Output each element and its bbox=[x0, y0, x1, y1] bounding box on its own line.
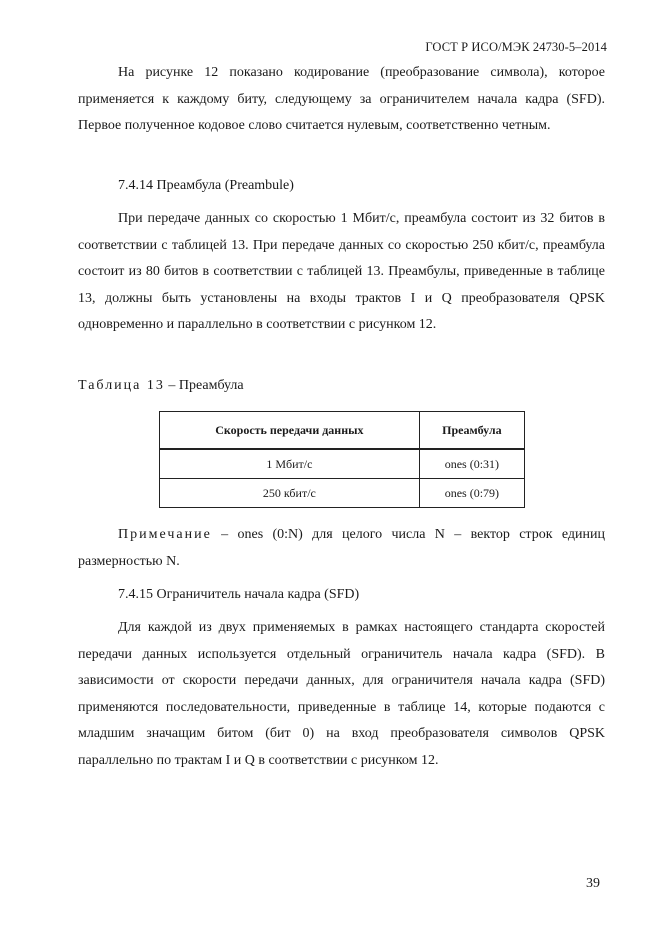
paragraph-preamble bbox=[78, 206, 605, 339]
paragraph-coding bbox=[78, 60, 605, 140]
table-cell: ones (0:79) bbox=[419, 479, 524, 508]
document-header: ГОСТ Р ИСО/МЭК 24730-5–2014 bbox=[425, 40, 607, 54]
paragraph-text: Для каждой из двух применяемых в рамках настоящего стандарта скоростей передачи данных используется отдельный ограничитель начала кадра (SFD). В зависимости от скорости передачи данных, для ограничителя начала кадра (SFD) применяются последовательности, приведенные в таблице 14, которые подаются с младшим значащим битом (бит 0) на вход преобразователя символов QPSK параллельно по трактам I и Q в соответствии с рисунком 12. bbox=[78, 620, 605, 768]
section-heading-sfd bbox=[78, 582, 605, 609]
heading-text: 7.4.14 Преамбула (Preambule) bbox=[118, 178, 294, 193]
table-cell: 250 кбит/с bbox=[160, 479, 420, 508]
table-title: – Преамбула bbox=[164, 378, 244, 393]
section-heading-preamble bbox=[78, 173, 605, 200]
page-number: 39 bbox=[586, 876, 600, 891]
table-row bbox=[160, 449, 525, 479]
table-cell: 1 Мбит/с bbox=[160, 449, 420, 479]
paragraph-sfd bbox=[78, 615, 605, 774]
table-row bbox=[160, 479, 525, 508]
table-header-row bbox=[160, 412, 525, 450]
note-text: – ones (0:N) для целого числа N – вектор строк единиц размерностью N. bbox=[78, 527, 605, 569]
column-header: Скорость передачи данных bbox=[160, 412, 420, 450]
table-note bbox=[78, 522, 605, 575]
table-label: Таблица 13 bbox=[78, 378, 165, 393]
column-header: Преамбула bbox=[419, 412, 524, 450]
table-cell: ones (0:31) bbox=[419, 449, 524, 479]
table-caption bbox=[78, 373, 605, 400]
paragraph-text: При передаче данных со скоростью 1 Мбит/с, преамбула состоит из 32 битов в соответствии с таблицей 13. При передаче данных со скоростью 250 кбит/с, преамбула состоит из 80 битов в соответствии с таблицей 13. Преамбулы, приведенные в таблице 13, должны быть установлены на входы трактов I и Q преобразователя QPSK одновременно и параллельно в соответствии с рисунком 12. bbox=[78, 211, 605, 332]
heading-text: 7.4.15 Ограничитель начала кадра (SFD) bbox=[118, 587, 360, 602]
note-label: Примечание bbox=[118, 527, 212, 542]
paragraph-text: На рисунке 12 показано кодирование (преобразование символа), которое применяется к каждому биту, следующему за ограничителем начала кадра (SFD). Первое полученное кодовое слово считается нулевым, соответственно четным. bbox=[78, 65, 605, 133]
preamble-table bbox=[159, 411, 525, 508]
